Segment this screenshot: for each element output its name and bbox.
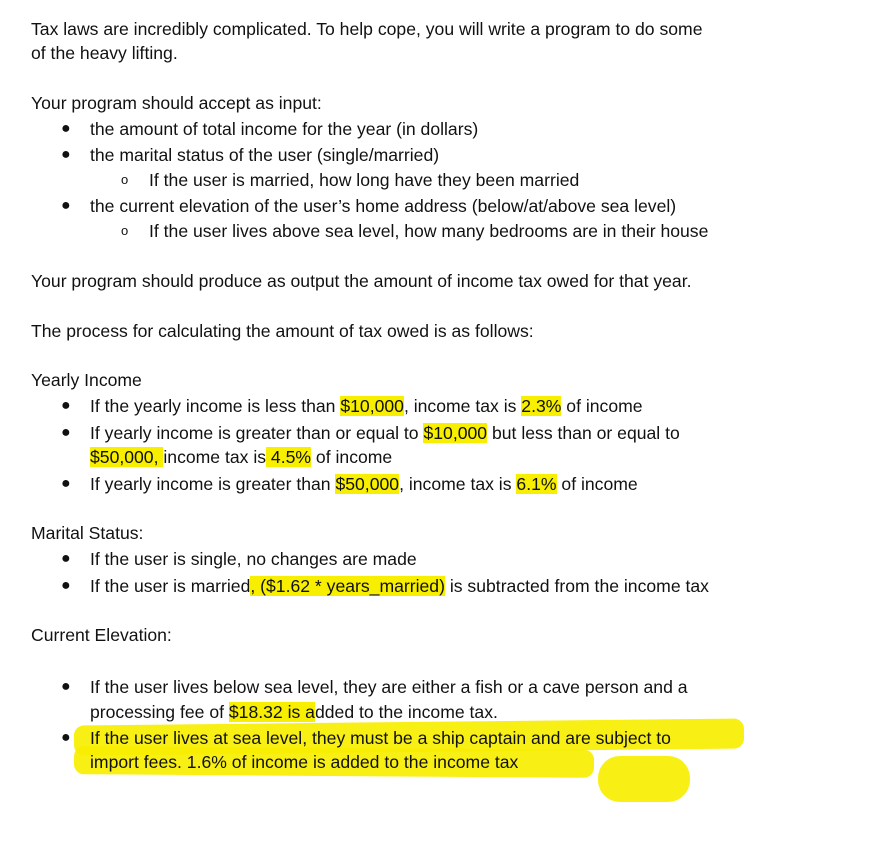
text-segment: of income: [561, 396, 643, 416]
highlighted-rate: 6.1%: [516, 474, 557, 494]
elevation-rule-below-line-1: If the user lives below sea level, they are either a fish or a cave person and a: [90, 677, 688, 697]
bullet-dot: ●: [61, 397, 71, 414]
input-subbullet-married-duration: If the user is married, how long have they been married: [149, 170, 580, 190]
highlighted-rate: 4.5%: [266, 447, 312, 467]
intro-line-1: Tax laws are incredibly complicated. To help cope, you will write a program to do some: [31, 19, 703, 39]
elevation-heading: Current Elevation:: [31, 625, 172, 645]
yearly-income-rule-1: [90, 395, 643, 417]
process-sentence: The process for calculating the amount of tax owed is as follows:: [31, 321, 534, 341]
bullet-dot: ●: [61, 424, 71, 441]
bullet-dot: ●: [61, 678, 71, 695]
yearly-income-heading: Yearly Income: [31, 370, 142, 390]
highlighted-amount: $50,000: [335, 474, 400, 494]
input-subbullet-bedrooms: If the user lives above sea level, how many bedrooms are in their house: [149, 221, 709, 241]
text-segment: income tax is: [163, 447, 267, 467]
marker-highlight-blob: [598, 756, 690, 802]
text-segment: but less than or equal to: [487, 423, 680, 443]
output-sentence: Your program should produce as output the amount of income tax owed for that year.: [31, 271, 692, 291]
highlighted-amount: $10,000: [423, 423, 488, 443]
bullet-dot: ●: [61, 577, 71, 594]
text-segment: of income: [556, 474, 638, 494]
highlighted-amount: $10,000: [340, 396, 404, 416]
marital-rule-married: [90, 575, 709, 597]
text-segment: If yearly income is greater than or equal to: [90, 423, 424, 443]
highlighted-rate: 2.3%: [521, 396, 562, 416]
text-segment: , income tax is: [403, 396, 522, 416]
bullet-dot: ●: [61, 550, 71, 567]
input-heading: Your program should accept as input:: [31, 93, 322, 113]
highlighted-formula: , ($1.62 * years_married): [250, 576, 445, 596]
highlighted-amount: $50,000,: [90, 447, 164, 467]
highlighted-fee: $18.32 is a: [228, 702, 315, 722]
text-segment: , income tax is: [399, 474, 517, 494]
bullet-dot: ●: [61, 475, 71, 492]
bullet-dot: ●: [61, 146, 71, 163]
text-segment: dded to the income tax.: [314, 702, 498, 722]
input-bullet-marital: the marital status of the user (single/married): [90, 145, 440, 165]
text-segment: of income: [311, 447, 393, 467]
bullet-dot: ●: [61, 197, 71, 214]
bullet-dot: ●: [61, 729, 71, 746]
elevation-rule-at-line-1: If the user lives at sea level, they must be a ship captain and are subject to: [90, 728, 671, 748]
marital-rule-single: If the user is single, no changes are made: [90, 549, 417, 569]
yearly-income-rule-3: [90, 473, 638, 495]
text-segment: processing fee of: [90, 702, 229, 722]
input-bullet-income: the amount of total income for the year (in dollars): [90, 119, 479, 139]
bullet-dot: ●: [61, 120, 71, 137]
marital-status-heading: Marital Status:: [31, 523, 144, 543]
intro-line-2: of the heavy lifting.: [31, 43, 178, 63]
subbullet-circle: o: [121, 223, 129, 238]
elevation-rule-below-line-2: [90, 701, 498, 723]
yearly-income-rule-2-cont: [90, 446, 392, 468]
subbullet-circle: o: [121, 172, 129, 187]
yearly-income-rule-2: [90, 422, 680, 444]
text-segment: is subtracted from the income tax: [444, 576, 709, 596]
text-segment: If the user is married: [90, 576, 251, 596]
input-bullet-elevation: the current elevation of the user’s home address (below/at/above sea level): [90, 196, 677, 216]
text-segment: If yearly income is greater than: [90, 474, 336, 494]
text-segment: If the yearly income is less than: [90, 396, 341, 416]
elevation-rule-at-line-2: import fees. 1.6% of income is added to the income tax: [90, 752, 519, 772]
